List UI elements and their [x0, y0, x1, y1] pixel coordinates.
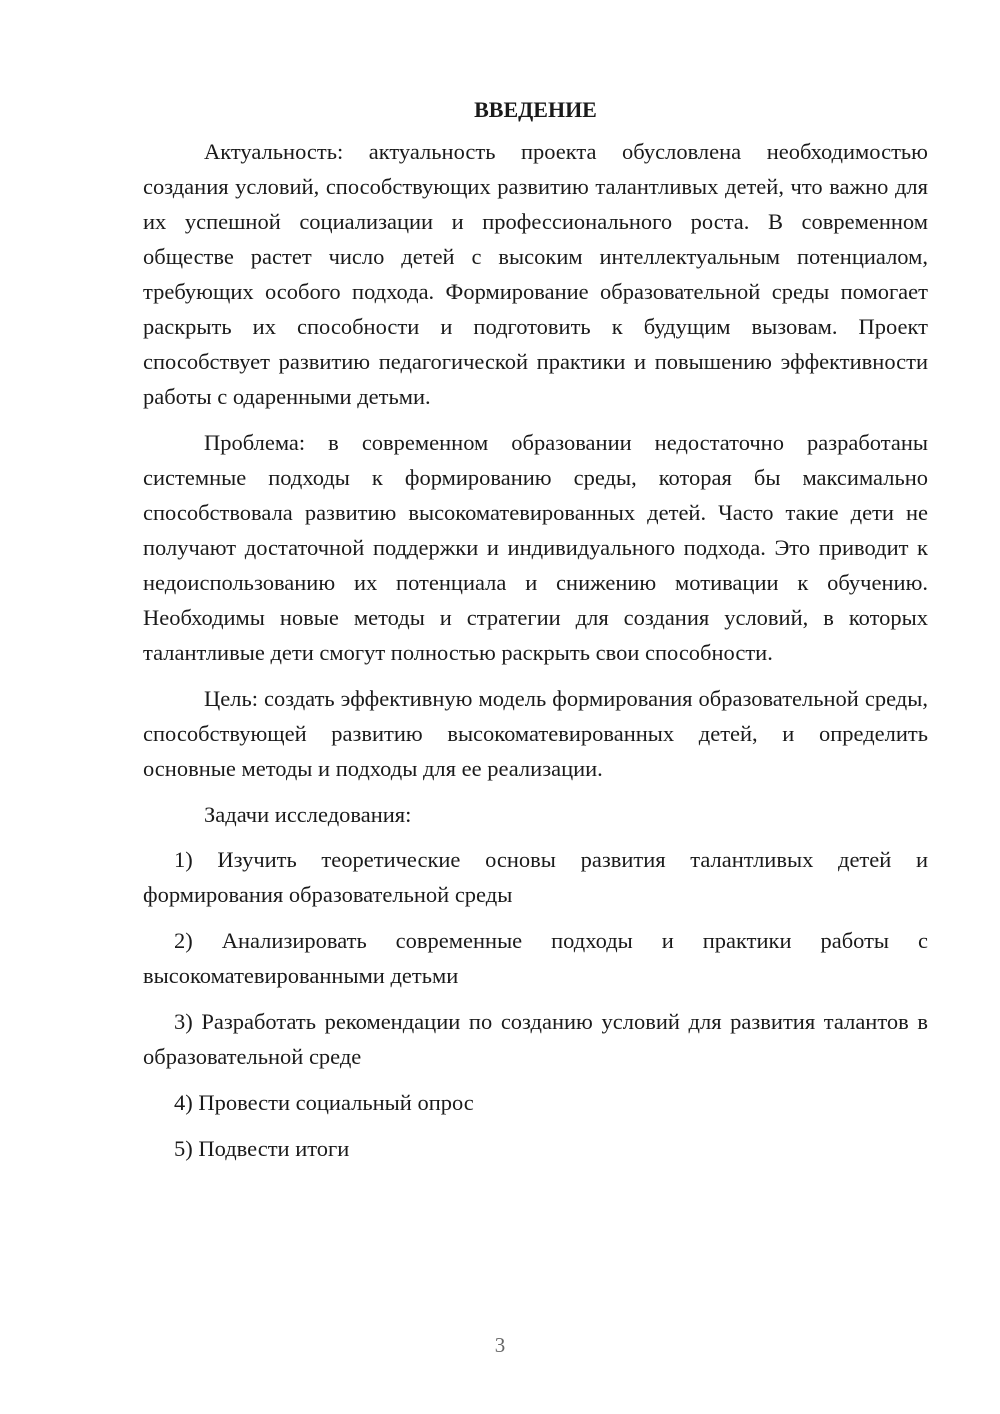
tasks-title: Задачи исследования: — [204, 802, 412, 827]
section-heading: ВВЕДЕНИЕ — [474, 97, 597, 122]
paragraph-problem: Проблема: в современном образовании недостаточно разработаны системные подходы к формированию среды, которая бы максимально способствовала развитию высокоматевированных детей. Часто такие дети не получают достаточной поддержки и индивидуального подхода. Это приводит к недоиспользованию их потенциала и снижению мотивации к обучению. Необходимы новые методы и стратегии для создания условий, в которых талантливые дети смогут полностью раскрыть свои способности. — [143, 430, 928, 665]
paragraph-goal: Цель: создать эффективную модель формирования образовательной среды, способствующей развитию высокоматевированных детей, и определить основные методы и подходы для ее реализации. — [143, 686, 928, 781]
task-item-5: 5) Подвести итоги — [174, 1136, 350, 1161]
page-number: 3 — [494, 1333, 506, 1357]
task-item-1: 1) Изучить теоретические основы развития талантливых детей и формирования образовательной среды — [143, 847, 928, 907]
task-item-2: 2) Анализировать современные подходы и практики работы с высокоматевированными детьми — [143, 928, 928, 988]
paragraph-relevance: Актуальность: актуальность проекта обусловлена необходимостью создания условий, способствующих развитию талантливых детей, что важно для их успешной социализации и профессионального роста. В современном обществе растет число детей с высоким интеллектуальным потенциалом, требующих особого подхода. Формирование образовательной среды помогает раскрыть их способности и подготовить к будущим вызовам. Проект способствует развитию педагогической практики и повышению эффективности работы с одаренными детьми. — [143, 139, 928, 409]
task-item-4: 4) Провести социальный опрос — [174, 1090, 474, 1115]
document-page — [143, 92, 928, 1177]
task-item-3: 3) Разработать рекомендации по созданию условий для развития талантов в образовательной среде — [143, 1009, 928, 1069]
